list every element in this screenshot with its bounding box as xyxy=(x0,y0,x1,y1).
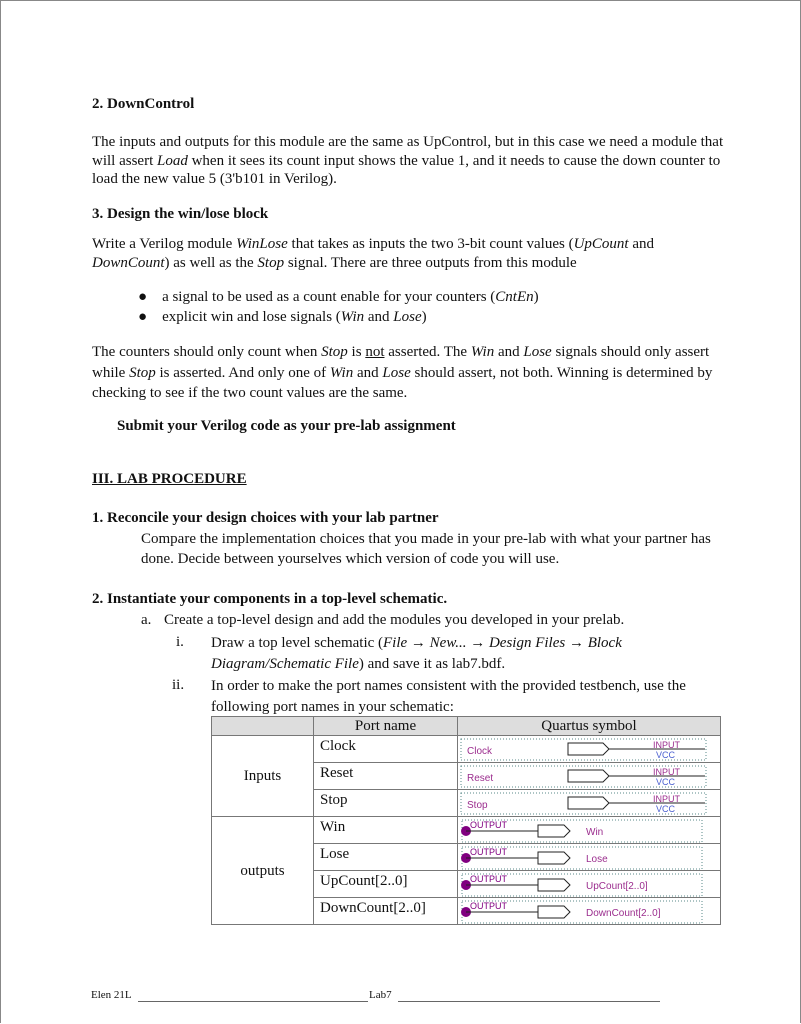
step1-heading: 1. Reconcile your design choices with your lab partner xyxy=(92,510,439,526)
symbol-label: Reset xyxy=(467,773,494,784)
symbol-kind: OUTPUT xyxy=(470,847,507,857)
port-name-cell: Reset xyxy=(314,763,458,790)
symbol-label: Win xyxy=(586,827,604,838)
quartus-symbol-cell xyxy=(458,817,721,844)
step2i-text: Draw a top level schematic (File → New... → Design Files → Block Diagram/Schematic File) and save it as lab7.bdf. xyxy=(211,635,622,672)
input-pin-symbol xyxy=(458,790,720,817)
quartus-symbol-cell xyxy=(458,898,721,925)
bullet-text: explicit win and lose signals (Win and Lose) xyxy=(162,309,427,325)
output-pin-symbol xyxy=(458,817,733,846)
symbol-kind: INPUT xyxy=(653,767,680,777)
bullet-item: ● a signal to be used as a count enable for your counters (CntEn) xyxy=(138,289,539,305)
footer-blank-line xyxy=(138,1001,368,1002)
port-group-label: Inputs xyxy=(212,736,314,817)
symbol-kind: OUTPUT xyxy=(470,874,507,884)
quartus-symbol-cell xyxy=(458,763,721,790)
section-heading-downcontrol: 2. DownControl xyxy=(92,96,195,112)
lab-procedure-heading: III. LAB PROCEDURE xyxy=(92,471,247,487)
quartus-symbol-cell xyxy=(458,736,721,763)
footer-blank-line xyxy=(398,1001,660,1002)
footer-course: Elen 21L xyxy=(91,989,132,1001)
output-pin-symbol xyxy=(458,898,733,927)
symbol-label: UpCount[2..0] xyxy=(586,881,648,892)
port-name-cell: Lose xyxy=(314,844,458,871)
quartus-symbol-cell xyxy=(458,871,721,898)
step2a-text: Create a top-level design and add the modules you developed in your prelab. xyxy=(164,612,625,628)
symbol-kind: OUTPUT xyxy=(470,901,507,911)
header-port-name: Port name xyxy=(314,717,458,736)
step2ii-text: In order to make the port names consistent with the provided testbench, use the following port names in your schematic: xyxy=(211,678,686,715)
counters-paragraph: The counters should only count when Stop is not asserted. The Win and Lose signals should only assert while Stop is asserted. And only one of Win and Lose should assert, not both. Winning is determined by checking to see if the two count values are the same. xyxy=(92,344,713,401)
symbol-kind: INPUT xyxy=(653,740,680,750)
output-pin-symbol xyxy=(458,871,733,900)
step2-heading: 2. Instantiate your components in a top-level schematic. xyxy=(92,591,448,607)
table-row xyxy=(212,817,721,844)
symbol-kind: INPUT xyxy=(653,794,680,804)
port-name-cell: UpCount[2..0] xyxy=(314,871,458,898)
bullet-text: a signal to be used as a count enable for your counters (CntEn) xyxy=(162,289,539,305)
symbol-kind: OUTPUT xyxy=(470,820,507,830)
port-name-cell: Clock xyxy=(314,736,458,763)
step2i-number: i. xyxy=(176,634,184,650)
port-names-table xyxy=(211,716,721,925)
port-name-cell: Stop xyxy=(314,790,458,817)
input-pin-symbol xyxy=(458,763,720,790)
header-blank xyxy=(212,717,314,736)
header-quartus-symbol: Quartus symbol xyxy=(458,717,721,736)
symbol-vcc: VCC xyxy=(656,804,676,814)
port-name-cell: Win xyxy=(314,817,458,844)
footer-lab: Lab7 xyxy=(369,989,392,1001)
table-row xyxy=(212,736,721,763)
symbol-vcc: VCC xyxy=(656,750,676,760)
bullet-item: ● explicit win and lose signals (Win and Lose) xyxy=(138,309,427,325)
port-group-label: outputs xyxy=(212,817,314,925)
submit-note: Submit your Verilog code as your pre-lab assignment xyxy=(117,418,456,434)
symbol-label: Stop xyxy=(467,800,488,811)
symbol-label: DownCount[2..0] xyxy=(586,908,661,919)
symbol-label: Clock xyxy=(467,746,493,757)
output-pin-symbol xyxy=(458,844,733,873)
step2ii-number: ii. xyxy=(172,677,185,693)
symbol-vcc: VCC xyxy=(656,777,676,787)
port-name-cell: DownCount[2..0] xyxy=(314,898,458,925)
table-header-row xyxy=(212,717,721,736)
downcontrol-paragraph: The inputs and outputs for this module are the same as UpControl, but in this case we need a module that will assert Load when it sees its count input shows the value 1, and it needs to cause the down counter to load the new value 5 (3'b101 in Verilog). xyxy=(92,134,724,188)
section-heading-winlose: 3. Design the win/lose block xyxy=(92,206,269,222)
symbol-label: Lose xyxy=(586,854,608,865)
winlose-paragraph: Write a Verilog module WinLose that takes as inputs the two 3-bit count values (UpCount and DownCount) as well as the Stop signal. There are three outputs from this module xyxy=(92,236,654,271)
quartus-symbol-cell xyxy=(458,790,721,817)
step1-text: Compare the implementation choices that you made in your pre-lab with what your partner has done. Decide between yourselves which version of code you will use. xyxy=(141,531,711,567)
step2a-number: a. xyxy=(141,612,152,628)
quartus-symbol-cell xyxy=(458,844,721,871)
input-pin-symbol xyxy=(458,736,720,763)
